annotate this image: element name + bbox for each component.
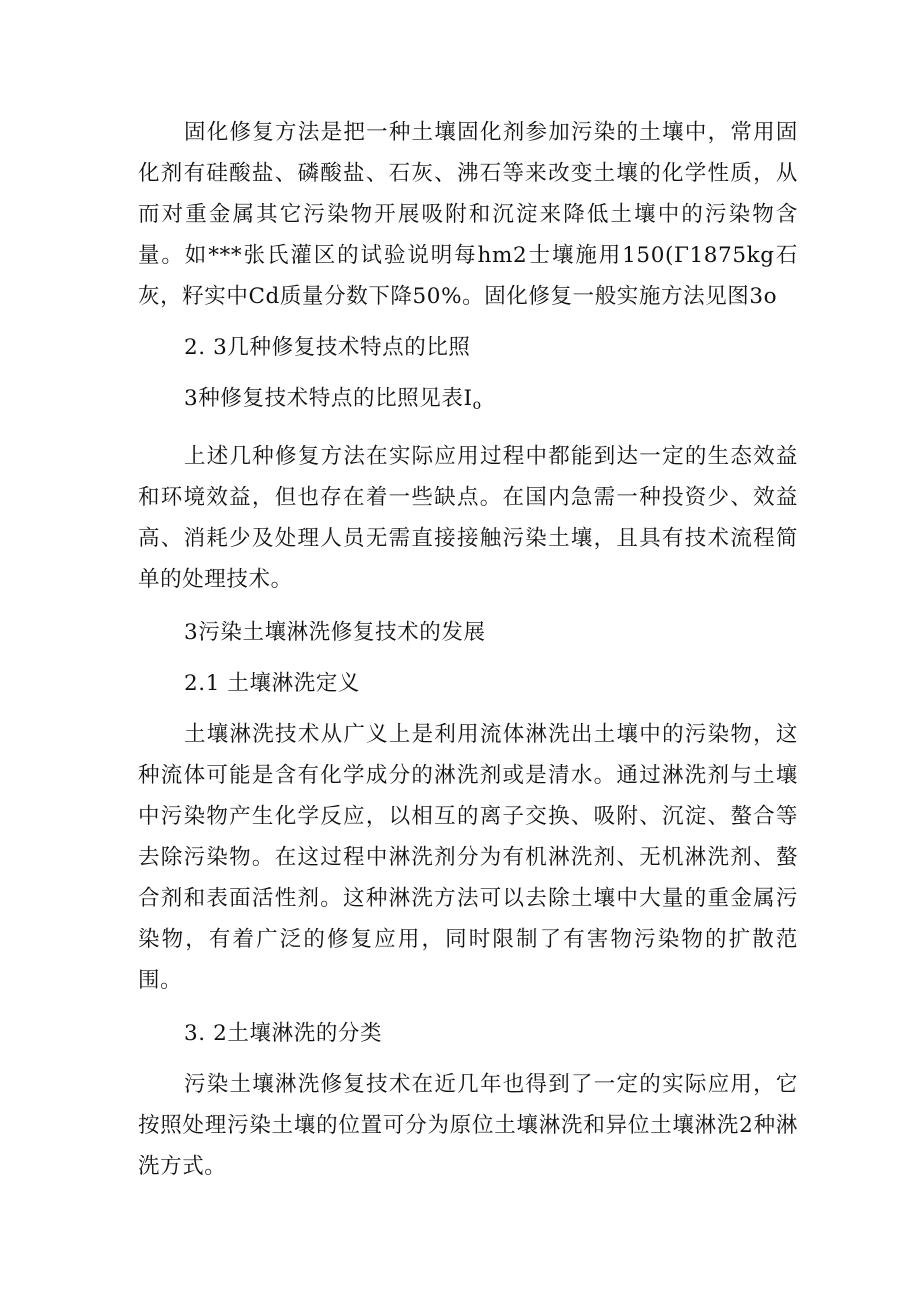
paragraph-solidification: 固化修复方法是把一种土壤固化剂参加污染的土壤中，常用固化剂有硅酸盐、磷酸盐、石灰、沸石等来改变土壤的化学性质，从而对重金属其它污染物开展吸附和沉淀来降低土壤中的污染物含量。如***张氏灌区的试验说明每hm2士壤施用150(Γ1875kg石灰，籽实中Cd质量分数下降50%。固化修复一般实施方法见图3o — [138, 120, 798, 309]
heading-2-1: 2.1 土壤淋洗定义 — [184, 671, 361, 696]
heading-2-3: 2. 3几种修复技术特点的比照 — [184, 335, 471, 360]
heading-3: 3污染土壤淋洗修复技术的发展 — [184, 620, 486, 645]
paragraph-table-reference — [138, 378, 798, 426]
paragraph-shortcomings: 上述几种修复方法在实际应用过程中都能到达一定的生态效益和环境效益，但也存在着一些缺点。在国内急需一种投资少、效益高、消耗少及处理人员无需直接接触污染土壤，且具有技术流程简单的处理技术。 — [138, 444, 798, 592]
table-reference-subscript: o — [472, 397, 482, 413]
document-page — [138, 112, 798, 1187]
table-reference-text: 3种修复技术特点的比照见表I — [184, 386, 473, 411]
paragraph-leaching-definition: 土壤淋洗技术从广义上是利用流体淋洗出土壤中的污染物，这种流体可能是含有化学成分的淋洗剂或是清水。通过淋洗剂与土壤中污染物产生化学反应，以相互的离子交换、吸附、沉淀、螯合等去除污染物。在这过程中淋洗剂分为有机淋洗剂、无机淋洗剂、螯合剂和表面活性剂。这种淋洗方法可以去除土壤中大量的重金属污染物，有着广泛的修复应用，同时限制了有害物污染物的扩散范围。 — [138, 722, 798, 993]
paragraph-leaching-classification: 污染土壤淋洗修复技术在近几年也得到了一定的实际应用，它按照处理污染土壤的位置可分为原位土壤淋洗和异位土壤淋洗2种淋洗方式。 — [138, 1072, 798, 1179]
heading-3-2: 3. 2土壤淋洗的分类 — [184, 1021, 383, 1046]
